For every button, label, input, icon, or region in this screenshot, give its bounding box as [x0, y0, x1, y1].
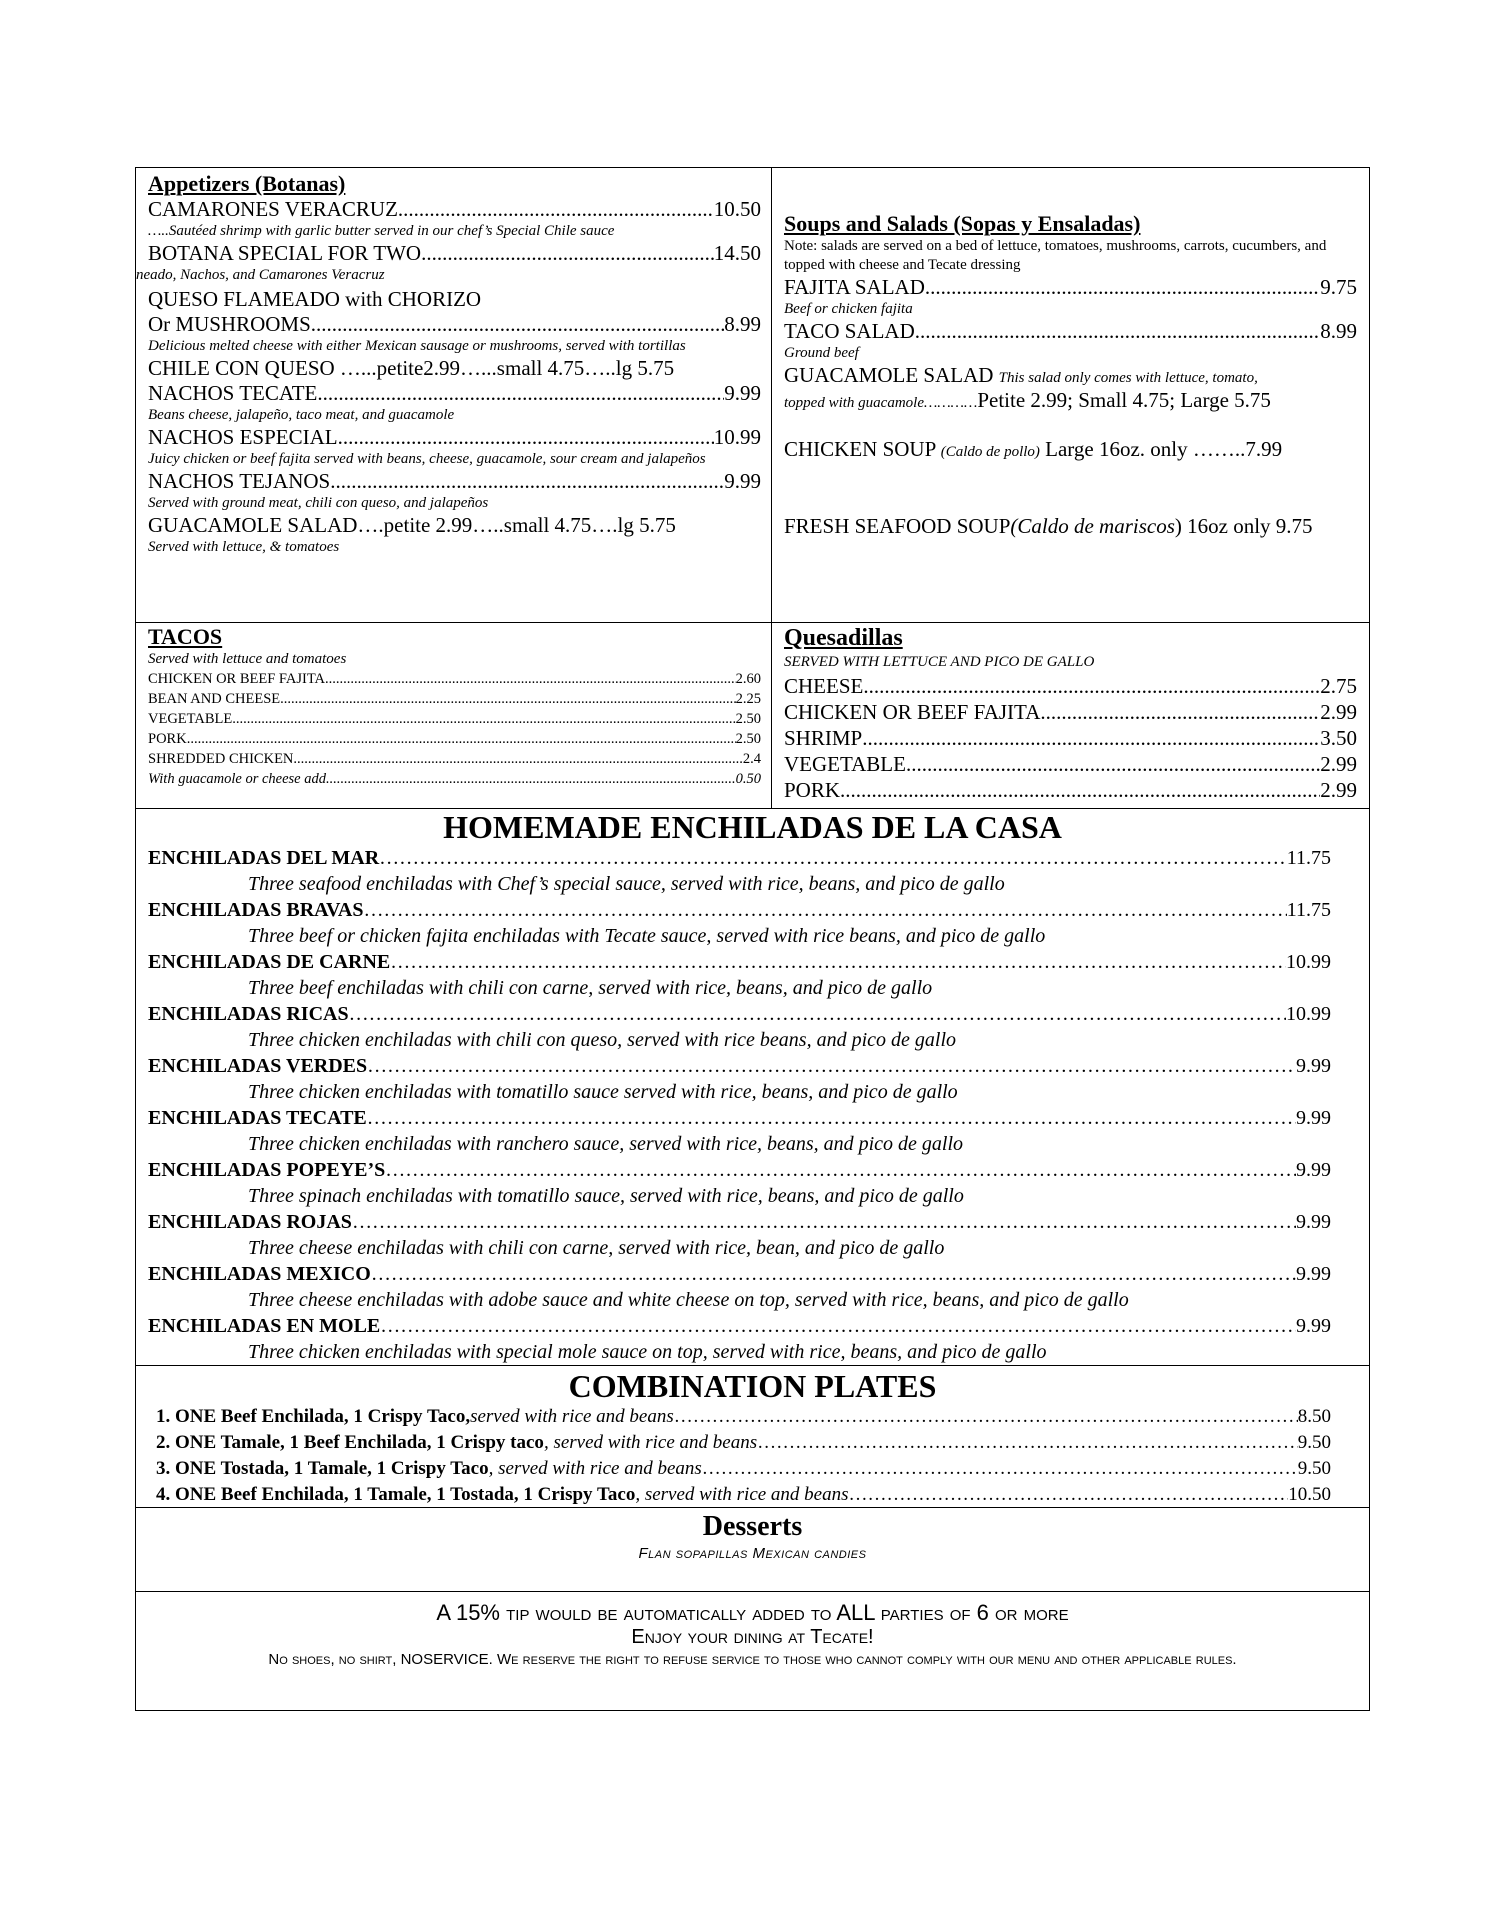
item-name: VEGETABLE — [784, 752, 906, 776]
enchilada-item — [148, 1053, 1331, 1079]
dot-leader — [352, 1209, 1296, 1235]
item-price: 9.99 — [1296, 1107, 1331, 1129]
item-name: BEAN AND CHEESE — [148, 691, 281, 707]
item-price: 10.50 — [713, 197, 761, 221]
item-name: ENCHILADAS EN MOLE — [148, 1315, 381, 1337]
combination-item — [156, 1430, 1331, 1456]
item-price: Large 16oz. only ……..7.99 — [1045, 437, 1283, 461]
enchilada-item — [148, 949, 1331, 975]
item-name: ENCHILADAS VERDES — [148, 1055, 368, 1077]
soups-title: Soups and Salads (Sopas y Ensaladas) — [784, 211, 1141, 236]
appetizers-section — [136, 168, 772, 622]
item-price: 9.99 — [1296, 1263, 1331, 1285]
item-description: Three cheese enchiladas with chili con carne, served with rice, bean, and pico de gallo — [248, 1237, 945, 1259]
item-name: NACHOS ESPECIAL — [148, 425, 338, 449]
menu-item — [784, 673, 1357, 699]
item-price: 9.99 — [1296, 1211, 1331, 1233]
item-price: 11.75 — [1286, 899, 1331, 921]
item-price: 2.25 — [735, 691, 761, 707]
item-description: Ground beef — [784, 345, 859, 361]
item-price: 2.99 — [1320, 700, 1357, 724]
item-name: BOTANA SPECIAL FOR TWO — [148, 241, 422, 265]
menu-item — [148, 312, 761, 337]
salads-note: Note: salads are served on a bed of lettuce, tomatoes, mushrooms, carrots, cucumbers, and topped with cheese and Tecate dressing — [784, 238, 1327, 273]
item-description: Three chicken enchiladas with special mole sauce on top, served with rice, beans, and pico de gallo — [248, 1341, 1047, 1363]
menu-item — [784, 725, 1357, 751]
menu-item — [148, 709, 761, 729]
combination-item — [156, 1404, 1331, 1430]
item-name: VEGETABLE — [148, 711, 233, 727]
enchilada-item — [148, 1313, 1331, 1339]
item-price: 3.50 — [1320, 726, 1357, 750]
row-tacos-quesadillas — [136, 623, 1369, 809]
menu-page — [135, 167, 1370, 1711]
item-description: This salad only comes with lettuce, tomato, — [998, 370, 1258, 386]
item-name: CHICKEN OR BEEF FAJITA — [148, 671, 326, 687]
dot-leader — [380, 1313, 1296, 1339]
menu-item: CHILE CON QUESO …...petite2.99…...small 4.75…..lg 5.75 — [148, 356, 675, 380]
tacos-section — [136, 623, 772, 808]
item-name: FRESH SEAFOOD SOUP — [784, 514, 1011, 538]
item-price: 8.99 — [1320, 319, 1357, 343]
soups-salads-section — [772, 168, 1369, 622]
item-name: PORK — [784, 778, 841, 802]
item-name: ENCHILADAS TECATE — [148, 1107, 367, 1129]
item-name: FAJITA SALAD — [784, 275, 925, 299]
item-price: 2.4 — [742, 751, 761, 767]
item-name: CAMARONES VERACRUZ — [148, 197, 398, 221]
item-name: QUESO FLAMEADO with CHORIZO — [148, 287, 482, 311]
dot-leader — [390, 949, 1286, 975]
quesadillas-description: SERVED WITH LETTUCE AND PICO DE GALLO — [784, 654, 1095, 670]
menu-item — [784, 388, 1357, 413]
menu-item — [784, 363, 1357, 388]
dot-leader — [187, 729, 736, 749]
menu-item — [148, 469, 761, 494]
item-name: CHEESE — [784, 674, 864, 698]
item-description: Beans cheese, jalapeño, taco meat, and guacamole — [148, 407, 455, 423]
dot-leader — [915, 319, 1321, 344]
tip-notice: A 15% tip would be automatically added to ALL parties of 6 or more — [436, 1600, 1069, 1625]
item-name: Or MUSHROOMS — [148, 312, 311, 336]
dot-leader — [293, 749, 742, 769]
menu-item — [148, 749, 761, 769]
item-description: (Caldo de pollo) — [940, 444, 1040, 460]
dot-leader — [367, 1053, 1296, 1079]
menu-item — [148, 769, 761, 789]
item-price: 9.50 — [1297, 1458, 1331, 1479]
item-name: 2. ONE Tamale, 1 Beef Enchilada, 1 Crispy taco — [156, 1432, 544, 1453]
item-name: SHRIMP — [784, 726, 863, 750]
dot-leader — [367, 1105, 1296, 1131]
dot-leader — [757, 1430, 1298, 1456]
item-name: 1. ONE Beef Enchilada, 1 Crispy Taco, — [156, 1406, 471, 1427]
dot-leader — [925, 275, 1320, 300]
item-description: Three seafood enchiladas with Chef’s special sauce, served with rice, beans, and pico de gallo — [248, 873, 1005, 895]
dot-leader — [1040, 699, 1320, 725]
desserts-section — [136, 1508, 1369, 1592]
dot-leader — [232, 709, 735, 729]
menu-item — [148, 689, 761, 709]
item-price: 2.75 — [1320, 674, 1357, 698]
item-price: 9.50 — [1297, 1432, 1331, 1453]
dot-leader — [674, 1404, 1298, 1430]
enchilada-item — [148, 1001, 1331, 1027]
item-price: 9.75 — [1320, 275, 1357, 299]
menu-item — [784, 275, 1357, 300]
item-name: ENCHILADAS DEL MAR — [148, 847, 380, 869]
item-description: Three spinach enchiladas with tomatillo sauce, served with rice, beans, and pico de gallo — [248, 1185, 964, 1207]
menu-item — [148, 729, 761, 749]
enchiladas-title: HOMEMADE ENCHILADAS DE LA CASA — [443, 809, 1062, 845]
tacos-title: TACOS — [148, 624, 223, 649]
item-description: Three chicken enchiladas with chili con queso, served with rice beans, and pico de gallo — [248, 1029, 956, 1051]
combinations-section — [136, 1366, 1369, 1508]
item-price: ) 16oz only 9.75 — [1174, 514, 1313, 538]
item-price: 8.50 — [1297, 1406, 1331, 1427]
item-name: NACHOS TEJANOS — [148, 469, 331, 493]
menu-item: GUACAMOLE SALAD….petite 2.99…..small 4.75….lg 5.75 — [148, 513, 676, 537]
service-policy: No shoes, no shirt, NOSERVICE. We reserve the right to refuse service to those who cannot comply with our menu and other applicable rules. — [268, 1651, 1237, 1668]
item-name: With guacamole or cheese add — [148, 771, 326, 787]
item-description: Three cheese enchiladas with adobe sauce and white cheese on top, served with rice, beans, and pico de gallo — [248, 1289, 1129, 1311]
item-description: Three chicken enchiladas with tomatillo sauce served with rice, beans, and pico de gallo — [248, 1081, 958, 1103]
menu-item — [784, 777, 1357, 803]
item-description: , served with rice and beans — [488, 1458, 702, 1479]
enchilada-item — [148, 897, 1331, 923]
item-description: Beef or chicken fajita — [784, 301, 913, 317]
footer-section — [136, 1592, 1369, 1710]
item-price: 2.99 — [1320, 778, 1357, 802]
item-name: ENCHILADAS MEXICO — [148, 1263, 371, 1285]
dot-leader — [311, 312, 724, 337]
appetizers-title: Appetizers (Botanas) — [148, 171, 346, 196]
item-name: PORK — [148, 731, 187, 747]
desserts-items: Flan sopapillas Mexican candies — [638, 1545, 867, 1562]
item-description: Three beef or chicken fajita enchiladas with Tecate sauce, served with rice beans, and pico de gallo — [248, 925, 1046, 947]
item-description: Juicy chicken or beef fajita served with beans, cheese, guacamole, sour cream and jalapeños — [148, 451, 706, 467]
item-name: TACO SALAD — [784, 319, 915, 343]
dot-leader — [371, 1261, 1296, 1287]
row-appetizers-soups — [136, 168, 1369, 623]
enchilada-item — [148, 1157, 1331, 1183]
item-price: 10.99 — [1286, 1003, 1331, 1025]
item-name: 4. ONE Beef Enchilada, 1 Tamale, 1 Tostada, 1 Crispy Taco — [156, 1484, 636, 1505]
quesadillas-section — [772, 623, 1369, 808]
item-price: 2.60 — [735, 671, 761, 687]
menu-item — [784, 699, 1357, 725]
item-price: Petite 2.99; Small 4.75; Large 5.75 — [977, 388, 1271, 412]
dot-leader — [385, 1157, 1296, 1183]
item-price: 0.50 — [735, 771, 761, 787]
item-description: topped with guacamole………… — [784, 395, 978, 411]
item-description: , served with rice and beans — [543, 1432, 758, 1453]
item-description: Served with ground meat, chili con queso, and jalapeños — [148, 495, 489, 511]
menu-item — [148, 197, 761, 222]
combinations-title: COMBINATION PLATES — [568, 1368, 937, 1404]
item-description: served with rice and beans — [470, 1406, 674, 1427]
item-price: 14.50 — [713, 241, 761, 265]
dot-leader — [349, 1001, 1286, 1027]
item-price: 8.99 — [724, 312, 761, 336]
menu-item — [784, 514, 1357, 539]
item-name: SHREDDED CHICKEN — [148, 751, 294, 767]
item-name: ENCHILADAS RICAS — [148, 1003, 349, 1025]
item-price: 9.99 — [1296, 1055, 1331, 1077]
item-description: (Caldo de mariscos — [1010, 514, 1175, 538]
item-name: GUACAMOLE SALAD — [784, 363, 994, 387]
item-price: 2.99 — [1320, 752, 1357, 776]
menu-item — [148, 425, 761, 450]
item-description: neado, Nachos, and Camarones Veracruz — [136, 267, 385, 283]
item-name: ENCHILADAS ROJAS — [148, 1211, 352, 1233]
combination-item — [156, 1482, 1331, 1508]
enchilada-item — [148, 1209, 1331, 1235]
dot-leader — [849, 1482, 1289, 1508]
item-description: …..Sautéed shrimp with garlic butter served in our chef’s Special Chile sauce — [148, 223, 615, 239]
dot-leader — [840, 777, 1320, 803]
quesadillas-title: Quesadillas — [784, 625, 903, 651]
dot-leader — [326, 769, 736, 789]
tacos-description: Served with lettuce and tomatoes — [148, 651, 347, 667]
item-price: 9.99 — [724, 381, 761, 405]
menu-item — [148, 241, 761, 266]
enjoy-message: Enjoy your dining at Tecate! — [631, 1626, 874, 1648]
item-name: CHICKEN OR BEEF FAJITA — [784, 700, 1041, 724]
item-description: Three beef enchiladas with chili con carne, served with rice, beans, and pico de gallo — [248, 977, 933, 999]
enchilada-item — [148, 845, 1331, 871]
item-description: Three chicken enchiladas with ranchero sauce, served with rice, beans, and pico de gallo — [248, 1133, 964, 1155]
enchilada-item — [148, 1105, 1331, 1131]
menu-item — [784, 751, 1357, 777]
dot-leader — [330, 469, 724, 494]
dot-leader — [317, 381, 724, 406]
dot-leader — [906, 751, 1320, 777]
dot-leader — [862, 725, 1320, 751]
item-price: 9.99 — [724, 469, 761, 493]
item-description: Delicious melted cheese with either Mexican sausage or mushrooms, served with tortillas — [148, 338, 686, 354]
dot-leader — [280, 689, 736, 709]
desserts-title: Desserts — [702, 1511, 803, 1542]
item-price: 10.50 — [1288, 1484, 1331, 1505]
item-price: 11.75 — [1286, 847, 1331, 869]
item-price: 10.99 — [1286, 951, 1331, 973]
enchiladas-section — [136, 809, 1369, 1366]
menu-item — [148, 669, 761, 689]
dot-leader — [338, 425, 714, 450]
item-name: ENCHILADAS POPEYE’S — [148, 1159, 386, 1181]
enchilada-item — [148, 1261, 1331, 1287]
dot-leader — [363, 897, 1286, 923]
item-price: 2.50 — [735, 731, 761, 747]
dot-leader — [379, 845, 1287, 871]
dot-leader — [421, 241, 714, 266]
menu-item — [148, 381, 761, 406]
item-price: 2.50 — [735, 711, 761, 727]
item-description: Served with lettuce, & tomatoes — [148, 539, 340, 555]
item-price: 9.99 — [1296, 1315, 1331, 1337]
dot-leader — [325, 669, 736, 689]
combinations-list — [136, 1404, 1369, 1508]
item-name: NACHOS TECATE — [148, 381, 318, 405]
item-name: ENCHILADAS BRAVAS — [148, 899, 364, 921]
menu-item — [784, 319, 1357, 344]
item-name: 3. ONE Tostada, 1 Tamale, 1 Crispy Taco — [156, 1458, 489, 1479]
item-name: CHICKEN SOUP — [784, 437, 936, 461]
dot-leader — [398, 197, 714, 222]
item-name: ENCHILADAS DE CARNE — [148, 951, 391, 973]
dot-leader — [702, 1456, 1298, 1482]
item-price: 9.99 — [1296, 1159, 1331, 1181]
dot-leader — [863, 673, 1320, 699]
item-description: , served with rice and beans — [635, 1484, 849, 1505]
enchiladas-list — [136, 845, 1369, 1365]
combination-item — [156, 1456, 1331, 1482]
item-price: 10.99 — [713, 425, 761, 449]
menu-item — [784, 437, 1357, 462]
